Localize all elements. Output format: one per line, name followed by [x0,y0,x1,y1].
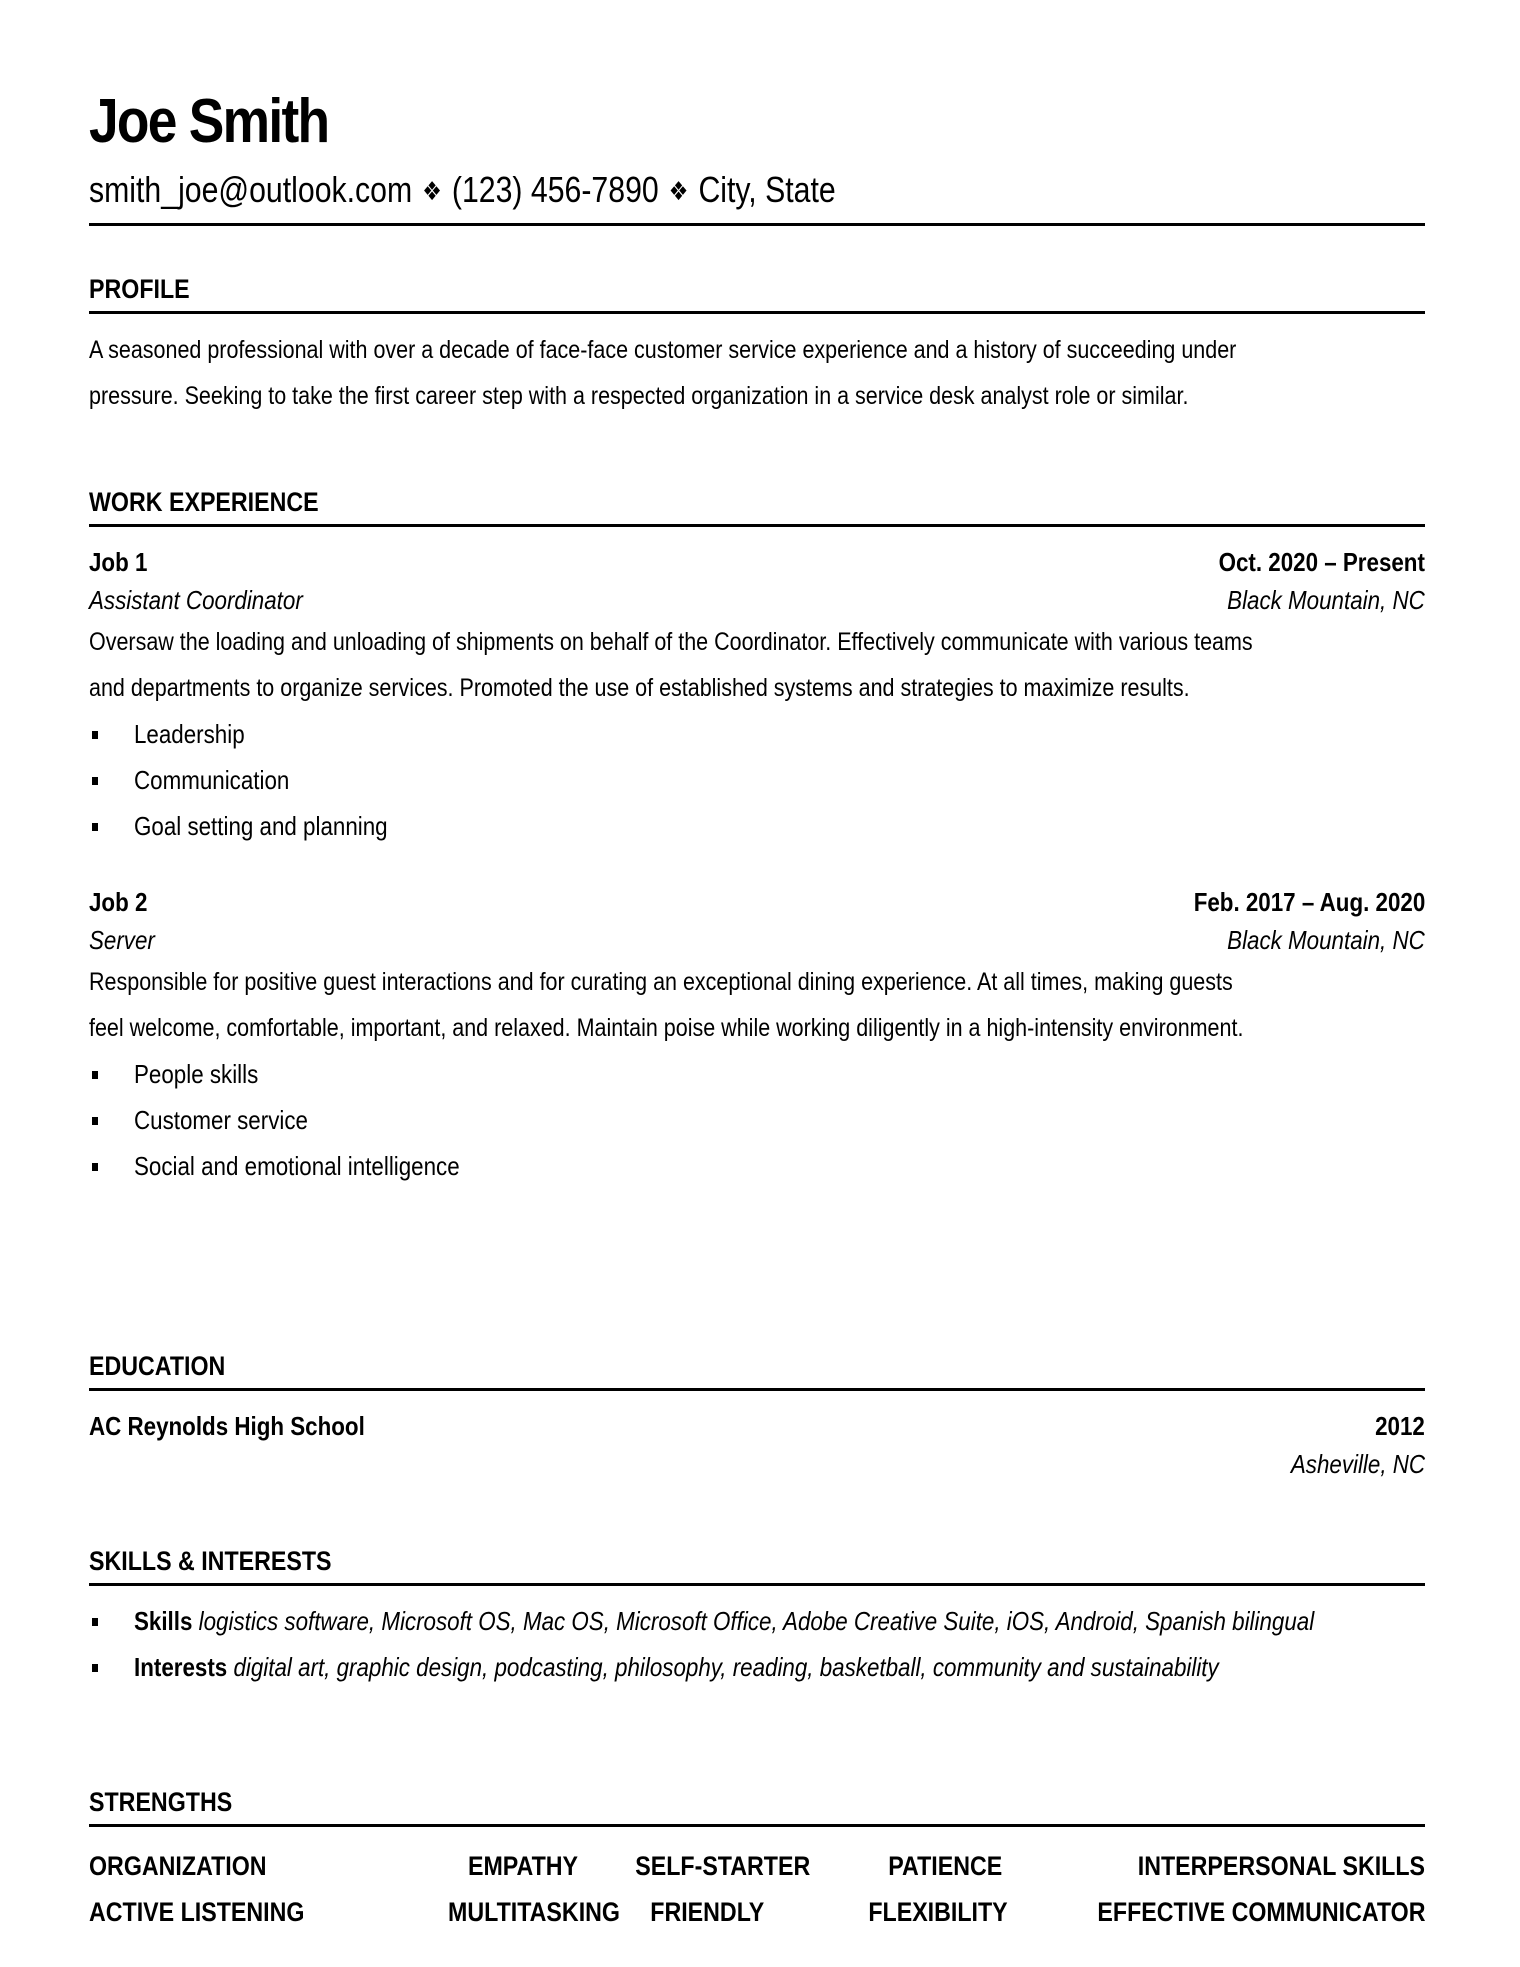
job-entry [89,543,1425,849]
phone-text: (123) 456-7890 [451,169,659,210]
school-location: Asheville, NC [1290,1449,1425,1479]
education-section [89,1348,1425,1483]
job-skills-list [89,711,1425,849]
strength-item: PATIENCE [888,1851,1003,1881]
strengths-grid [89,1843,1425,1935]
section-divider [89,1583,1425,1586]
list-item-text: People skills [134,1059,259,1089]
list-item [89,1598,1425,1644]
profile-summary [89,327,1431,419]
job-title: Job 1 [89,547,148,577]
bullet-icon [92,1163,98,1171]
list-item [89,757,1425,803]
strength-item: FLEXIBILITY [868,1897,1008,1927]
strength-item: INTERPERSONAL SKILLS [1137,1851,1425,1881]
job-description [89,959,1431,1051]
list-item [89,1097,1425,1143]
section-heading-education: EDUCATION [89,1351,226,1381]
job-location: Black Mountain, NC [1227,585,1425,615]
interests-line [134,1644,1219,1690]
list-item-text: Social and emotional intelligence [134,1151,460,1181]
job-description-line: feel welcome, comfortable, important, and relaxed. Maintain poise while working diligently in a high-intensity environment. [89,1014,1244,1042]
bullet-icon [92,823,98,831]
skills-line [134,1598,1314,1644]
strength-item: EMPATHY [467,1851,579,1881]
section-heading-skills: SKILLS & INTERESTS [89,1546,332,1576]
job-entry [89,883,1425,1189]
school-name: AC Reynolds High School [89,1411,365,1441]
bullet-icon [92,731,98,739]
skills-list [89,1598,1425,1690]
skills-interests-section [89,1543,1425,1690]
list-item [89,1644,1425,1690]
strengths-row [89,1889,1425,1935]
job-description-line: Responsible for positive guest interactions and for curating an exceptional dining experience. At all times, making guests [89,968,1233,996]
location-text: City, State [698,169,836,210]
strength-item: EFFECTIVE COMMUNICATOR [1096,1897,1425,1927]
section-divider [89,1388,1425,1391]
profile-section [89,271,1425,419]
list-item-text: Goal setting and planning [134,811,388,841]
job-dates: Feb. 2017 – Aug. 2020 [1193,887,1425,917]
work-experience-section [89,484,1425,1189]
interests-text: digital art, graphic design, podcasting, philosophy, reading, basketball, community and sustainability [233,1652,1219,1682]
list-item-text: Communication [134,765,290,795]
bullet-icon [92,1117,98,1125]
diamond-separator-icon: ❖ [668,176,689,206]
email-text: smith_joe@outlook.com [89,169,413,210]
skills-label: Skills [134,1606,193,1636]
bullet-icon [92,1071,98,1079]
job-location: Black Mountain, NC [1227,925,1425,955]
section-heading-profile: PROFILE [89,274,190,304]
section-divider [89,524,1425,527]
strengths-section [89,1784,1425,1935]
job-description-line: Oversaw the loading and unloading of shipments on behalf of the Coordinator. Effectively communicate with various teams [89,628,1253,656]
interests-label: Interests [134,1652,228,1682]
list-item [89,711,1425,757]
section-divider [89,311,1425,314]
strengths-row [89,1843,1425,1889]
job-description [89,619,1431,711]
strength-item: ORGANIZATION [89,1851,267,1881]
list-item [89,1143,1425,1189]
bullet-icon [92,1664,98,1672]
strength-item: FRIENDLY [650,1897,765,1927]
profile-line: pressure. Seeking to take the first career step with a respected organization in a service desk analyst role or similar. [89,382,1189,410]
job-skills-list [89,1051,1425,1189]
skills-text: logistics software, Microsoft OS, Mac OS, Microsoft Office, Adobe Creative Suite, iOS, Android, Spanish bilingual [198,1606,1315,1636]
list-item [89,803,1425,849]
bullet-icon [92,1618,98,1626]
strength-item: MULTITASKING [447,1897,620,1927]
resume-header [89,86,1425,226]
job-title: Job 2 [89,887,148,917]
section-divider [89,1824,1425,1827]
diamond-separator-icon: ❖ [422,176,442,206]
strength-item: SELF-STARTER [635,1851,811,1881]
education-entry [89,1407,1425,1483]
job-role: Assistant Coordinator [89,585,303,615]
contact-line [89,166,1211,217]
profile-line: A seasoned professional with over a decade of face-face customer service experience and a history of succeeding under [89,336,1237,364]
list-item [89,1051,1425,1097]
job-dates: Oct. 2020 – Present [1218,547,1425,577]
section-heading-work: WORK EXPERIENCE [89,487,319,517]
header-divider [89,223,1425,226]
job-description-line: and departments to organize services. Promoted the use of established systems and strategies to maximize results. [89,674,1190,702]
strength-item: ACTIVE LISTENING [89,1897,305,1927]
bullet-icon [92,777,98,785]
candidate-name: Joe Smith [89,87,329,156]
section-heading-strengths: STRENGTHS [89,1787,233,1817]
job-role: Server [89,925,155,955]
graduation-year: 2012 [1375,1411,1425,1441]
list-item-text: Customer service [134,1105,308,1135]
list-item-text: Leadership [134,719,245,749]
